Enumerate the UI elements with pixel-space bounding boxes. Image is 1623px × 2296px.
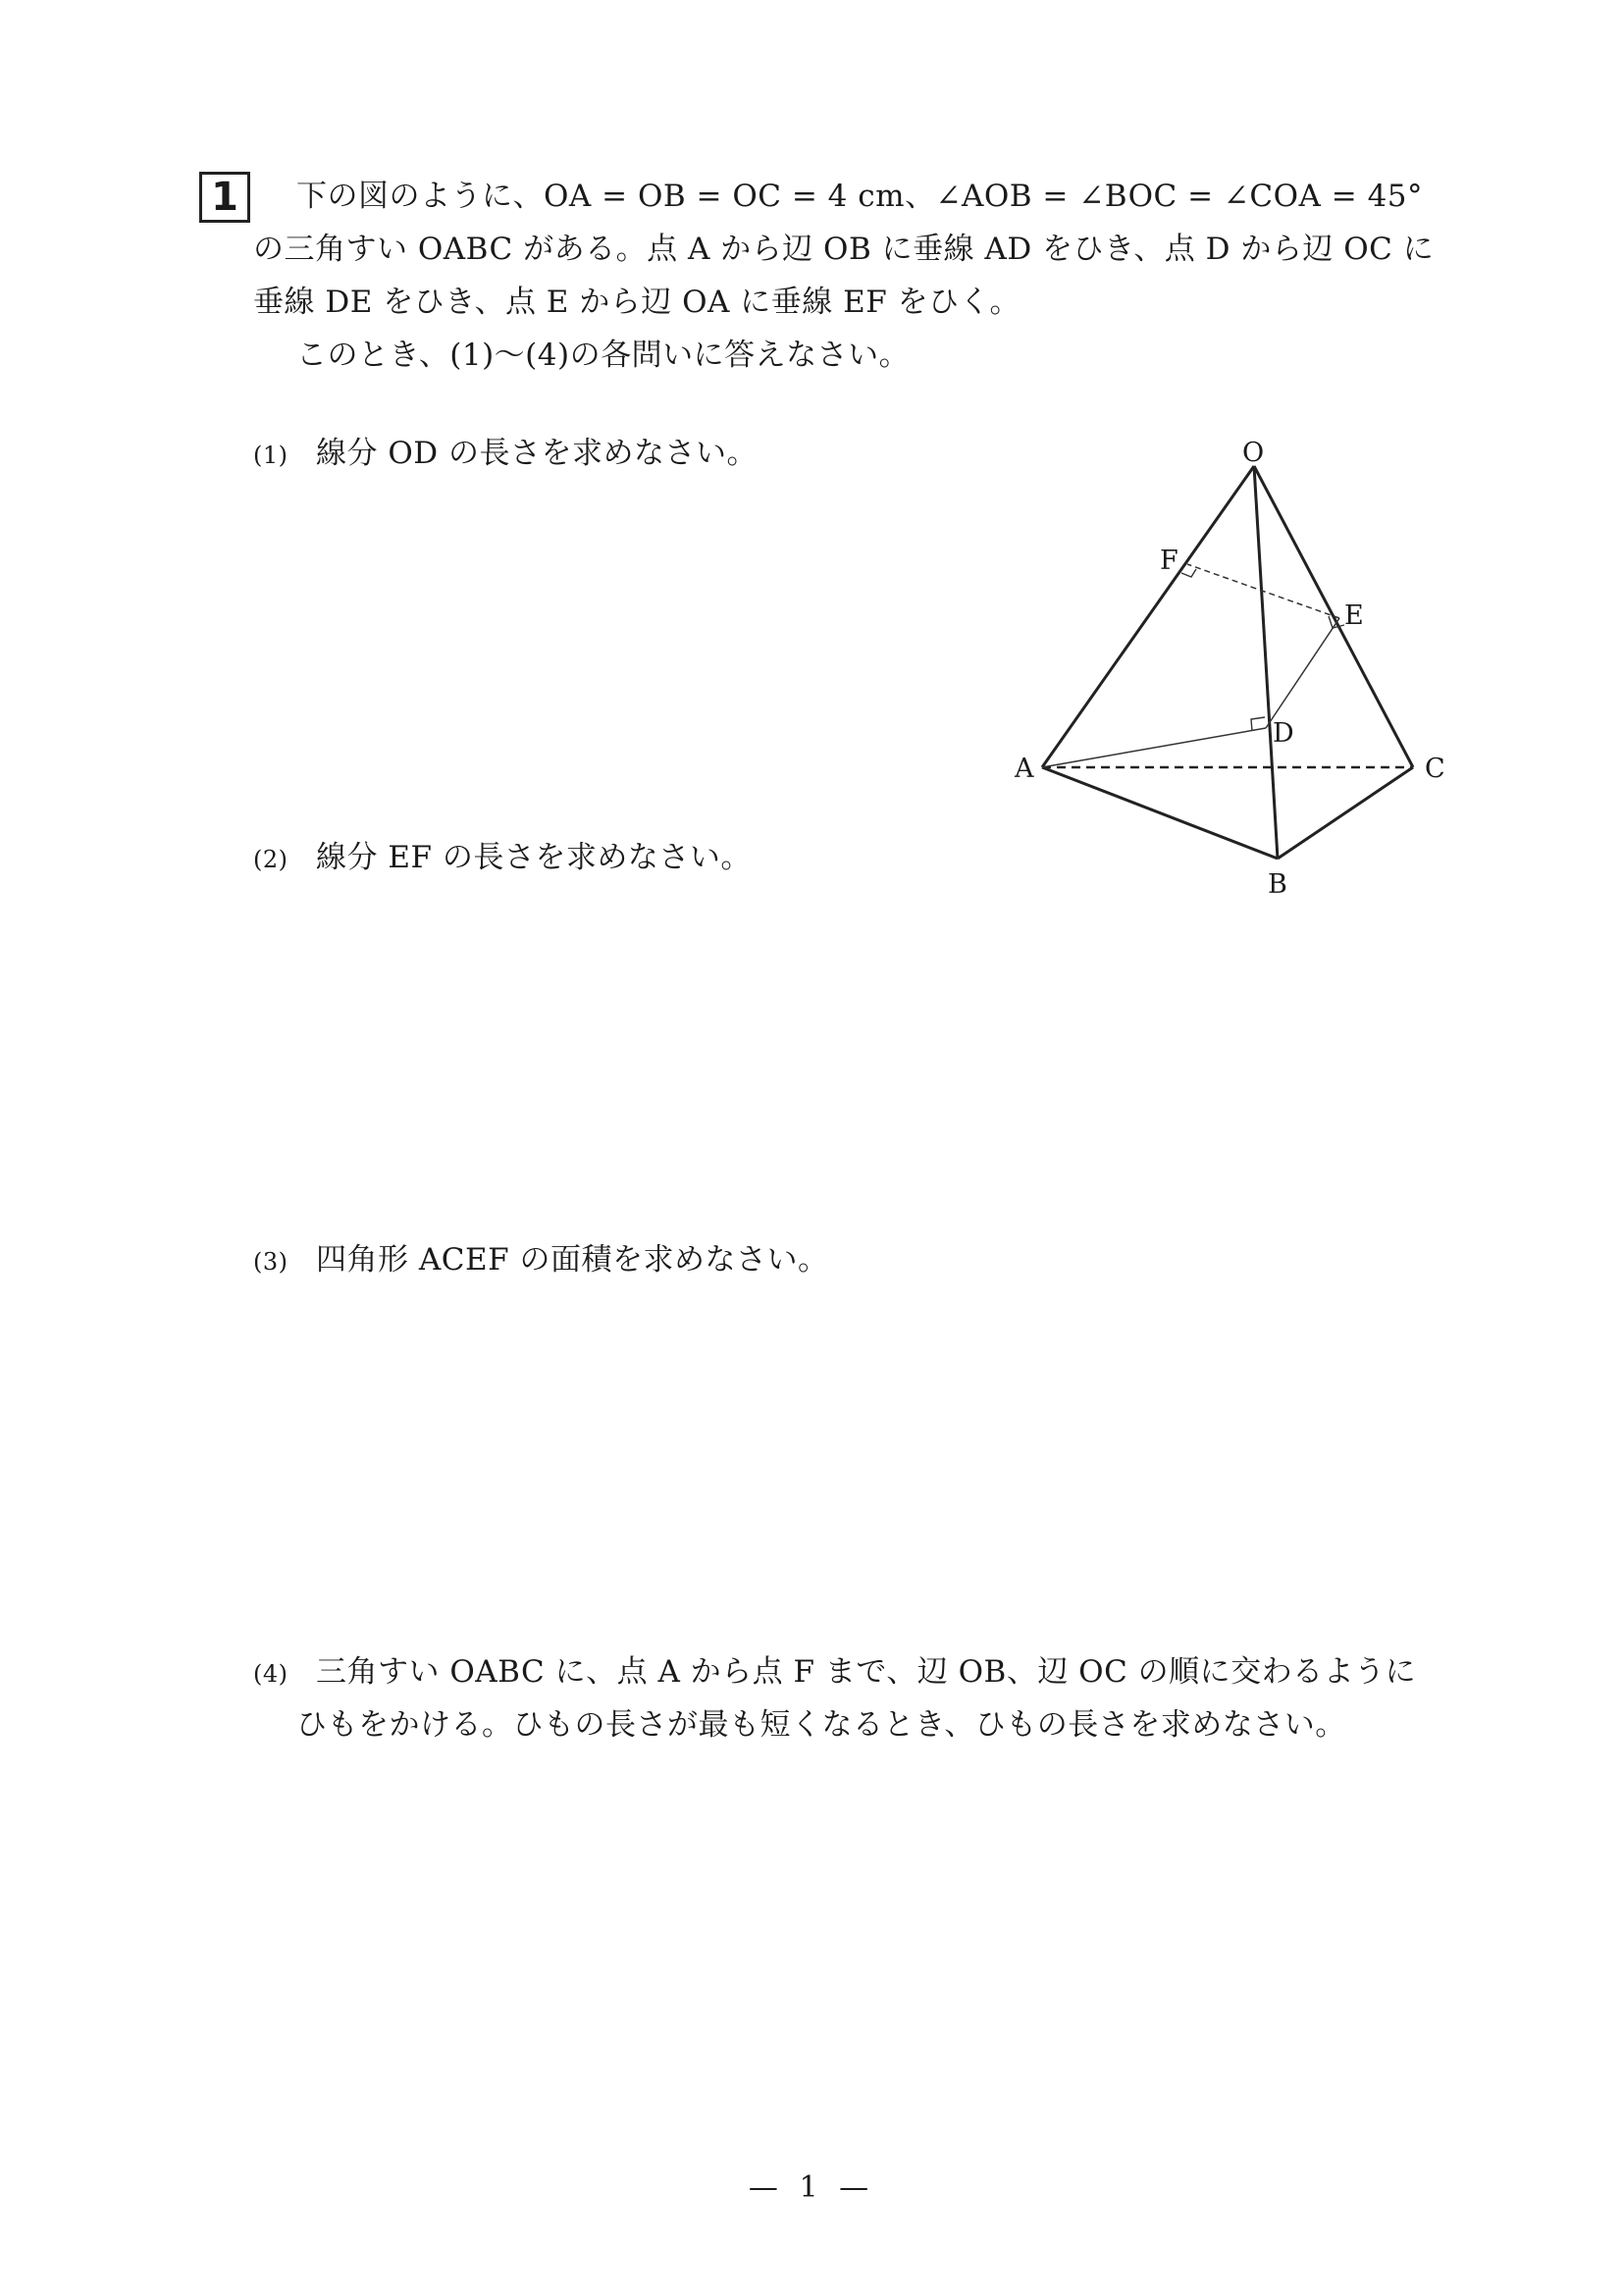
segment-de [1266, 618, 1339, 728]
label-a: A [1015, 754, 1034, 784]
label-d: D [1273, 718, 1294, 749]
label-f: F [1160, 546, 1178, 576]
page-number: — 1 — [748, 2170, 875, 2205]
problem-number-box: 1 [199, 172, 250, 223]
label-o: O [1242, 438, 1265, 468]
intro-line-1: 下の図のように、OA = OB = OC = 4 cm、∠AOB = ∠BOC = ∠COA = 45° [296, 179, 1424, 214]
question-1-number: (1) [253, 442, 288, 469]
intro-line-2: の三角すい OABC がある。点 A から辺 OB に垂線 AD をひき、点 D から辺 OC に [253, 232, 1435, 267]
question-2 [253, 838, 752, 879]
intro-line-4: このとき、(1)〜(4)の各問いに答えなさい。 [296, 338, 911, 373]
question-4-text: 三角すい OABC に、点 A から点 F まで、辺 OB、辺 OC の順に交わるように [316, 1654, 1417, 1690]
edge-ob [1254, 466, 1278, 859]
label-e: E [1344, 600, 1364, 631]
question-4 [253, 1652, 1416, 1694]
question-3-number: (3) [253, 1248, 288, 1276]
question-3-text: 四角形 ACEF の面積を求めなさい。 [316, 1242, 829, 1278]
edge-oa [1042, 466, 1254, 767]
label-b: B [1268, 869, 1287, 900]
question-1-text: 線分 OD の長さを求めなさい。 [316, 436, 758, 471]
question-1 [253, 434, 758, 475]
label-c: C [1425, 754, 1445, 784]
segment-ad [1042, 728, 1266, 767]
edge-ab [1042, 767, 1278, 859]
question-2-number: (2) [253, 846, 288, 873]
question-2-text: 線分 EF の長さを求めなさい。 [316, 840, 752, 875]
right-angle-mark-f [1181, 569, 1196, 577]
question-4-number: (4) [253, 1660, 288, 1688]
question-4-continuation: ひもをかける。ひもの長さが最も短くなるとき、ひもの長さを求めなさい。 [296, 1707, 1346, 1743]
question-3 [253, 1240, 828, 1281]
tetrahedron-figure [981, 422, 1492, 913]
intro-line-3: 垂線 DE をひき、点 E から辺 OA に垂線 EF をひく。 [253, 285, 1021, 320]
edge-bc [1278, 767, 1413, 859]
